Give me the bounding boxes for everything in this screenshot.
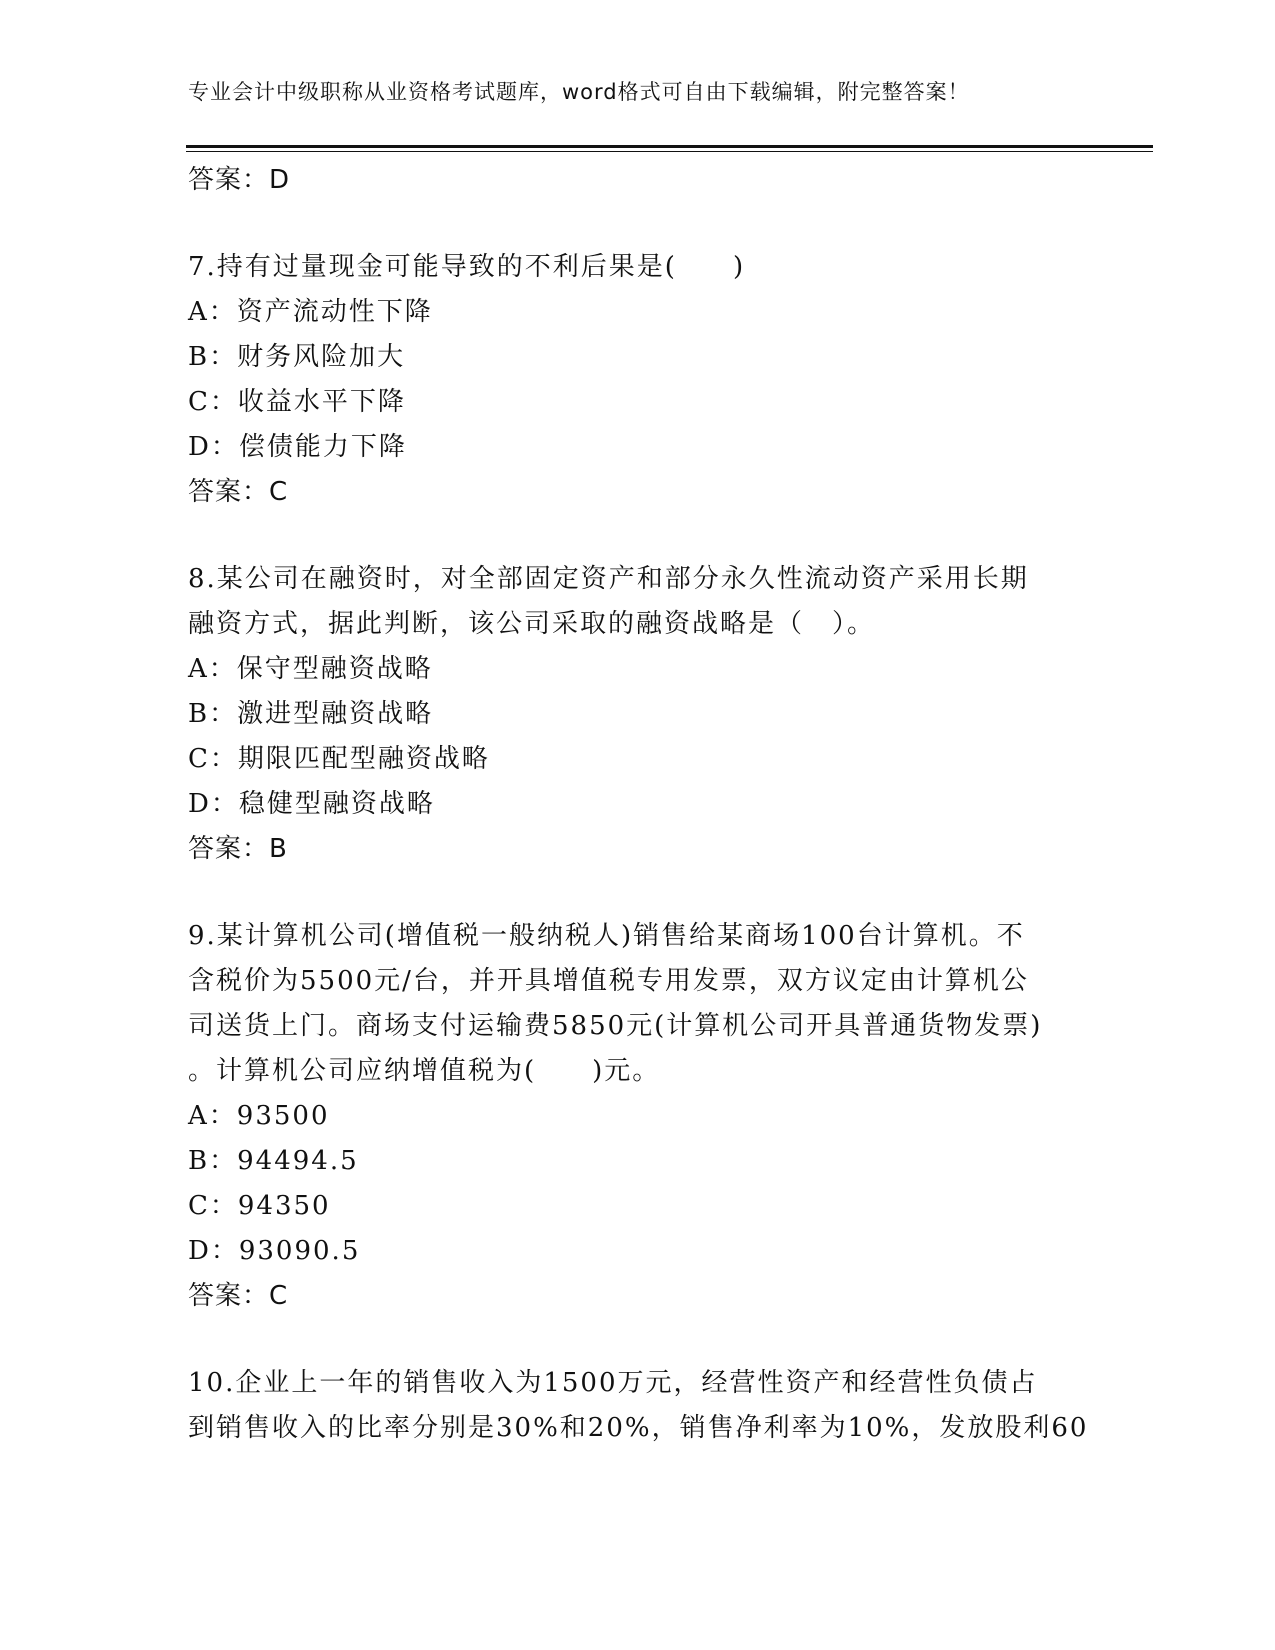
option-b: B：财务风险加大 xyxy=(188,342,406,372)
option-b: B：94494.5 xyxy=(188,1146,359,1176)
question-text: 8.某公司在融资时，对全部固定资产和部分永久性流动资产采用长期 xyxy=(188,564,1029,594)
header-rule-thick xyxy=(186,145,1153,148)
page-header: 专业会计中级职称从业资格考试题库，word格式可自由下载编辑，附完整答案！ xyxy=(188,80,970,104)
option-a: A：93500 xyxy=(188,1101,330,1131)
question-block xyxy=(188,1361,1088,1451)
option-b: B：激进型融资战略 xyxy=(188,699,434,729)
spacer xyxy=(188,515,1088,557)
question-text: 含税价为5500元/台，并开具增值税专用发票，双方议定由计算机公 xyxy=(188,966,1029,996)
option-c: C：期限匹配型融资战略 xyxy=(188,744,490,774)
question-text: 9.某计算机公司(增值税一般纳税人)销售给某商场100台计算机。不 xyxy=(188,921,1025,951)
question-text: 7.持有过量现金可能导致的不利后果是( ) xyxy=(188,252,746,282)
answer-line: 答案：D xyxy=(188,165,291,195)
option-a: A：保守型融资战略 xyxy=(188,654,433,684)
option-a: A：资产流动性下降 xyxy=(188,297,433,327)
header-rule-thin xyxy=(186,151,1153,152)
question-block xyxy=(188,914,1088,1319)
answer-line: 答案：C xyxy=(188,1281,289,1311)
question-text: 融资方式，据此判断，该公司采取的融资战略是（ ）。 xyxy=(188,609,876,639)
question-block xyxy=(188,245,1088,515)
answer-line: 答案：B xyxy=(188,834,288,864)
question-block xyxy=(188,557,1088,872)
answer-line: 答案：C xyxy=(188,477,289,507)
option-c: C：94350 xyxy=(188,1191,331,1221)
option-c: C：收益水平下降 xyxy=(188,387,406,417)
option-d: D：偿债能力下降 xyxy=(188,432,407,462)
option-d: D：稳健型融资战略 xyxy=(188,789,435,819)
spacer xyxy=(188,203,1088,245)
document-body xyxy=(188,158,1088,1451)
question-text: 司送货上门。商场支付运输费5850元(计算机公司开具普通货物发票) xyxy=(188,1011,1043,1041)
spacer xyxy=(188,872,1088,914)
question-text: 到销售收入的比率分别是30%和20%，销售净利率为10%，发放股利60 xyxy=(188,1413,1089,1443)
question-text: 10.企业上一年的销售收入为1500万元，经营性资产和经营性负债占 xyxy=(188,1368,1038,1398)
spacer xyxy=(188,1319,1088,1361)
question-text: 。计算机公司应纳增值税为( )元。 xyxy=(188,1056,661,1086)
option-d: D：93090.5 xyxy=(188,1236,361,1266)
